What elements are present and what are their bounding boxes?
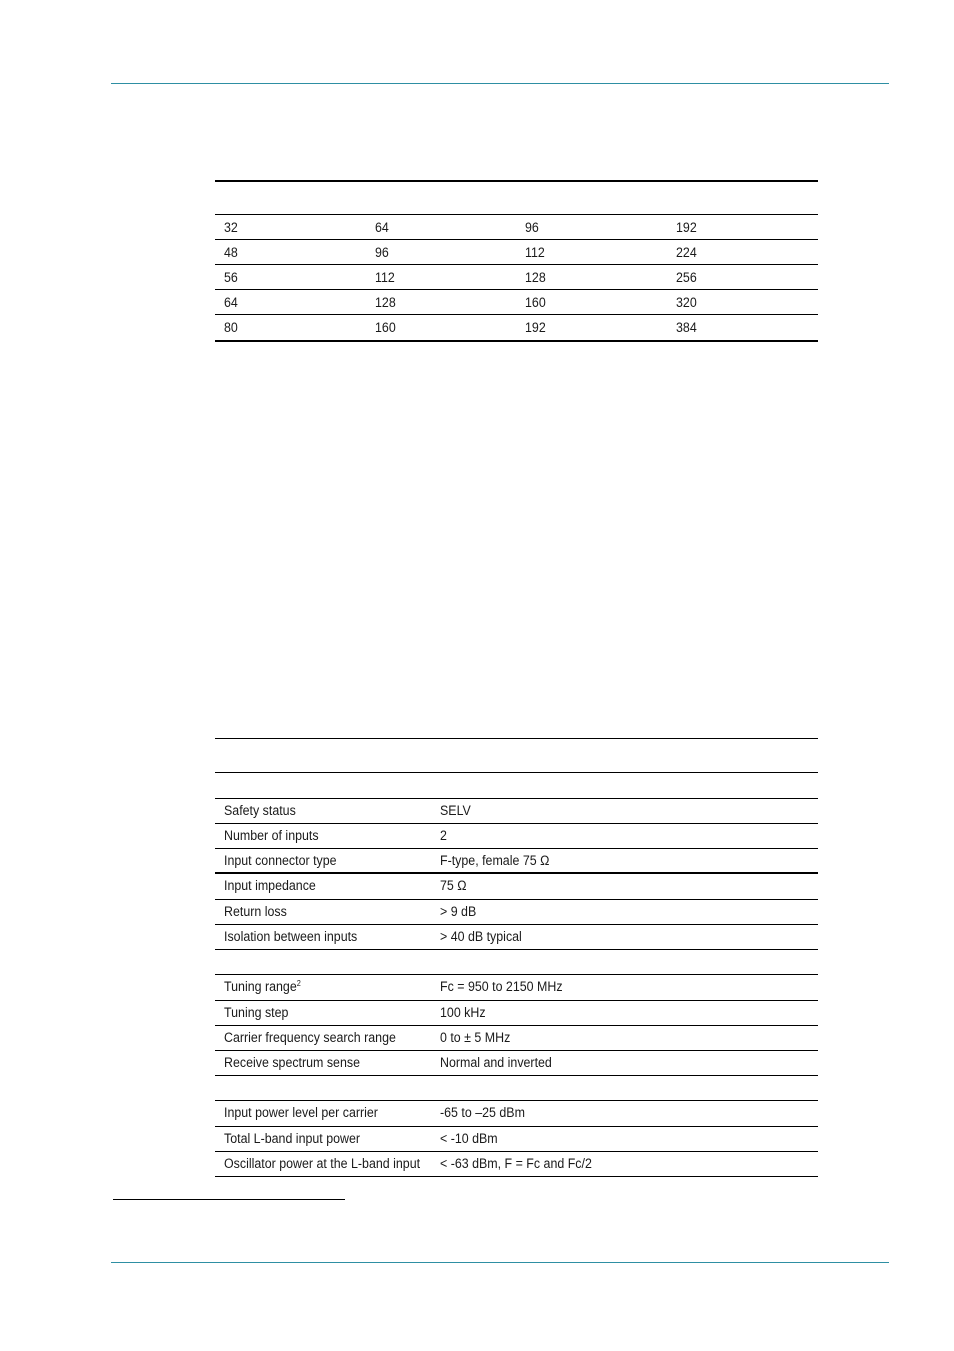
spec-value: -65 to –25 dBm: [440, 1105, 525, 1120]
row-rule: [215, 1025, 818, 1026]
footer-rule: [111, 1262, 889, 1263]
spec-label-tuning-range: [224, 979, 301, 995]
table-cell: 32: [224, 220, 238, 235]
table-header-rule: [215, 214, 818, 215]
row-rule: [215, 949, 818, 950]
row-rule: [215, 314, 818, 315]
spec-value: 100 kHz: [440, 1005, 486, 1020]
section-rule: [215, 974, 818, 975]
table-cell: 160: [375, 320, 396, 335]
spec-label: Input connector type: [224, 853, 337, 868]
spec-value: < -63 dBm, F = Fc and Fc/2: [440, 1156, 592, 1171]
section-rule: [215, 798, 818, 799]
table-cell: 384: [676, 320, 697, 335]
spec-value: 2: [440, 828, 447, 843]
spec-table: [215, 738, 818, 1180]
row-rule: [215, 239, 818, 240]
spec-value: F-type, female 75 Ω: [440, 853, 550, 868]
table-cell: 96: [525, 220, 539, 235]
bitrate-table: [215, 180, 818, 344]
table-cell: 192: [676, 220, 697, 235]
footnote-mark: 2: [296, 979, 301, 988]
table-top-rule: [215, 738, 818, 739]
table-cell: 112: [525, 245, 545, 260]
table-cell: 128: [375, 295, 396, 310]
table-cell: 160: [525, 295, 546, 310]
row-rule: [215, 264, 818, 265]
spec-label: Isolation between inputs: [224, 929, 358, 944]
header-rule: [111, 83, 889, 84]
section-rule: [215, 1100, 818, 1101]
row-rule: [215, 1151, 818, 1152]
spec-label: Receive spectrum sense: [224, 1055, 361, 1070]
table-cell: 96: [375, 245, 389, 260]
spec-label: Total L-band input power: [224, 1131, 361, 1146]
table-cell: 64: [375, 220, 389, 235]
row-rule: [215, 1126, 818, 1127]
row-rule: [215, 1075, 818, 1076]
spec-label: Number of inputs: [224, 828, 319, 843]
spec-label: Tuning step: [224, 1005, 289, 1020]
row-rule: [215, 848, 818, 849]
spec-value: < -10 dBm: [440, 1131, 498, 1146]
spec-label: Input power level per carrier: [224, 1105, 378, 1120]
row-rule: [215, 924, 818, 925]
spec-value: Normal and inverted: [440, 1055, 552, 1070]
spec-value: SELV: [440, 803, 471, 818]
spec-label: Carrier frequency search range: [224, 1030, 396, 1045]
spec-value: 75 Ω: [440, 878, 467, 893]
row-rule: [215, 872, 818, 874]
spec-label: Input impedance: [224, 878, 316, 893]
row-rule: [215, 289, 818, 290]
spec-label: Safety status: [224, 803, 296, 818]
table-cell: 320: [676, 295, 697, 310]
row-rule: [215, 823, 818, 824]
table-cell: 256: [676, 270, 697, 285]
table-cell: 80: [224, 320, 238, 335]
row-rule: [215, 1000, 818, 1001]
footnote-separator: [113, 1199, 345, 1200]
table-cell: 192: [525, 320, 546, 335]
table-bottom-rule: [215, 1176, 818, 1177]
table-cell: 128: [525, 270, 546, 285]
table-top-rule: [215, 180, 818, 182]
table-bottom-rule: [215, 340, 818, 342]
spec-value: Fc = 950 to 2150 MHz: [440, 979, 563, 994]
tuning-range-label: Tuning range: [224, 979, 297, 994]
spec-label: Return loss: [224, 904, 287, 919]
table-cell: 48: [224, 245, 238, 260]
spec-label: Oscillator power at the L-band input: [224, 1156, 421, 1171]
spec-value: 0 to ± 5 MHz: [440, 1030, 511, 1045]
table-cell: 64: [224, 295, 238, 310]
row-rule: [215, 899, 818, 900]
row-rule: [215, 1050, 818, 1051]
spec-value: > 40 dB typical: [440, 929, 522, 944]
table-cell: 224: [676, 245, 697, 260]
table-cell: 112: [375, 270, 395, 285]
table-cell: 56: [224, 270, 238, 285]
spec-value: > 9 dB: [440, 904, 477, 919]
table-header-rule: [215, 772, 818, 773]
